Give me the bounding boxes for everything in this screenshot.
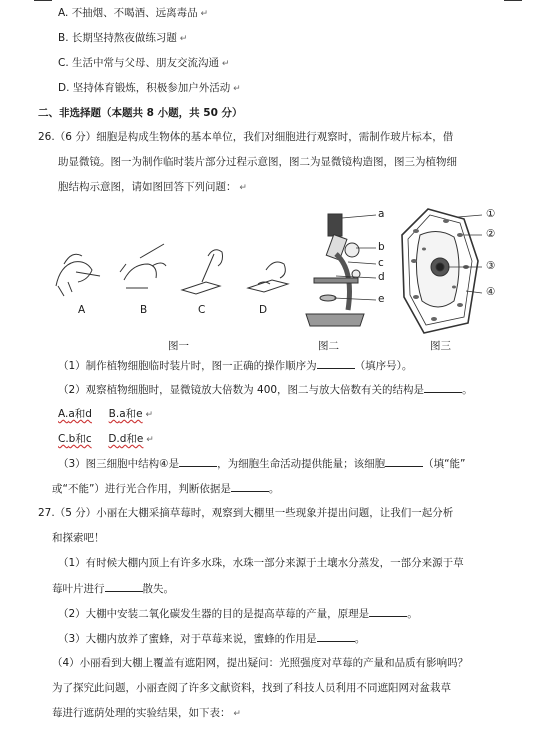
section-title: 二、非选择题（本题共 8 小题，共 50 分）	[38, 107, 243, 119]
q26-line2: 助显微镜。图一为制作临时装片部分过程示意图，图二为显微镜构造图，图三为植物细	[58, 156, 457, 168]
answer-blank[interactable]	[385, 456, 423, 467]
q27-sub4: （4）小丽看到大棚上覆盖有遮阳网，提出疑问：光照强度对草莓的产量和品质有影响吗？	[52, 657, 469, 669]
answer-blank[interactable]	[105, 581, 143, 592]
option-d[interactable]: D.d和e	[108, 433, 144, 445]
caption-fig1: 图一	[168, 340, 189, 352]
fig1-step-d: D	[259, 304, 268, 316]
option-c[interactable]: C.b和c	[58, 433, 92, 445]
q27-sub4-cont2: 莓进行遮荫处理的实验结果，如下表： ↵	[52, 707, 241, 719]
fig1-step-c: C	[198, 304, 206, 316]
microscope-illustration	[296, 210, 376, 330]
option-a[interactable]: A.a和d	[58, 408, 92, 420]
fig2-label-d: d	[378, 271, 385, 283]
q26-line3: 胞结构示意图，请如图回答下列问题： ↵	[58, 181, 247, 193]
fig3-label-3: ③	[486, 260, 496, 272]
figure-1-illustration	[52, 236, 292, 306]
q27-head: 27.（5 分）小丽在大棚采摘草莓时，观察到大棚里一些现象并提出问题，让我们一起分析	[38, 507, 454, 519]
q27-sub4-cont1: 为了探究此问题，小丽查阅了许多文献资料，找到了科技人员利用不同遮阳网对盆栽草	[52, 682, 451, 694]
q26-sub1: （1）制作植物细胞临时装片时，图一正确的操作顺序为 （填序号）。	[58, 360, 413, 372]
fig3-label-1: ①	[486, 208, 496, 220]
fig2-label-b: b	[378, 241, 385, 253]
q26-option-cd: C.b和c D.d和e ↵	[58, 433, 154, 445]
prev-option-c: C. 生活中常与父母、朋友交流沟通 ↵	[58, 57, 230, 69]
fig1-step-b: B	[140, 304, 148, 316]
caption-fig2: 图二	[318, 340, 339, 352]
caption-fig3: 图三	[430, 340, 451, 352]
fig2-label-c: c	[378, 257, 384, 269]
q27-line2: 和探索吧！	[52, 532, 105, 544]
fig3-label-4: ④	[486, 286, 496, 298]
fig2-label-e: e	[378, 293, 385, 305]
q26-sub3-cont: 或“不能”）进行光合作用，判断依据是 。	[52, 483, 280, 495]
answer-blank[interactable]	[231, 481, 269, 492]
top-mark-left	[34, 0, 52, 1]
q26-option-ab: A.a和d B.a和e ↵	[58, 408, 154, 420]
prev-option-b: B. 长期坚持熬夜做练习题 ↵	[58, 32, 188, 44]
q27-sub1: （1）有时候大棚内顶上有许多水珠，水珠一部分来源于土壤水分蒸发，一部分来源于草	[58, 557, 464, 569]
fig3-label-2: ②	[486, 228, 496, 240]
answer-blank[interactable]	[179, 456, 217, 467]
q26-sub3: （3）图三细胞中结构④是 ，为细胞生命活动提供能量；该细胞 （填“能”	[58, 458, 466, 470]
plant-cell-illustration	[398, 205, 480, 335]
option-b[interactable]: B.a和e	[108, 408, 143, 420]
fig2-label-a: a	[378, 208, 385, 220]
top-mark-right	[504, 0, 522, 1]
q27-sub3: （3）大棚内放养了蜜蜂，对于草莓来说，蜜蜂的作用是 。	[58, 633, 366, 645]
q27-sub1-cont: 莓叶片进行 散失。	[52, 583, 174, 595]
answer-blank[interactable]	[317, 631, 355, 642]
answer-blank[interactable]	[369, 606, 407, 617]
prev-option-a: A. 不抽烟、不喝酒、远离毒品 ↵	[58, 7, 209, 19]
q27-sub2: （2）大棚中安装二氧化碳发生器的目的是提高草莓的产量，原理是 。	[58, 608, 418, 620]
prev-option-d: D. 坚持体育锻炼，积极参加户外活动 ↵	[58, 82, 241, 94]
answer-blank[interactable]	[424, 382, 462, 393]
answer-blank[interactable]	[317, 358, 355, 369]
q26-head: 26.（6 分）细胞是构成生物体的基本单位，我们对细胞进行观察时，需制作玻片标本，借	[38, 131, 454, 143]
q26-sub2: （2）观察植物细胞时，显微镜放大倍数为 400，图二与放大倍数有关的结构是 。	[58, 384, 473, 396]
fig1-step-a: A	[78, 304, 86, 316]
